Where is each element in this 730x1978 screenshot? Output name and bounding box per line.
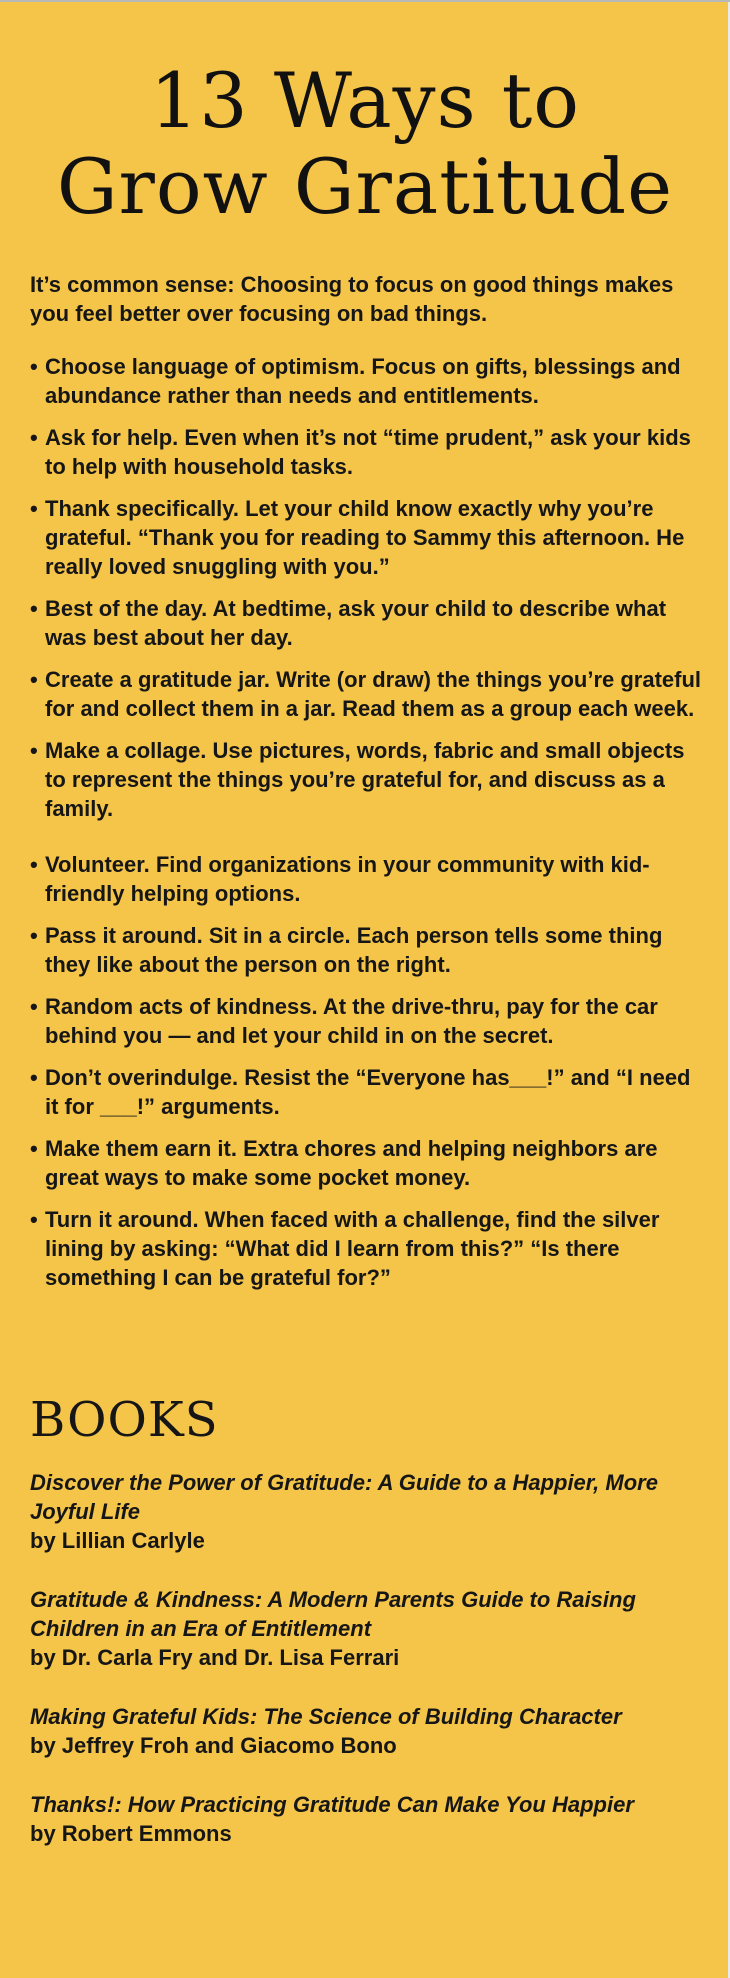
list-item	[30, 921, 702, 979]
tips-list	[30, 352, 702, 1292]
book-author: by Lillian Carlyle	[30, 1528, 205, 1553]
title-line-1: 13 Ways to	[149, 56, 581, 145]
book-entry	[30, 1468, 710, 1555]
bullet-icon: •	[30, 354, 38, 379]
list-item	[30, 736, 702, 823]
book-title: Thanks!: How Practicing Gratitude Can Make You Happier	[30, 1792, 634, 1817]
tip-text: Don’t overindulge. Resist the “Everyone has___!” and “I need it for ___!” arguments.	[45, 1065, 691, 1119]
intro-paragraph: It’s common sense: Choosing to focus on good things makes you feel better over focusing on bad things.	[30, 272, 674, 326]
bullet-icon: •	[30, 923, 38, 948]
tip-text: Best of the day. At bedtime, ask your child to describe what was best about her day.	[45, 596, 667, 650]
list-item	[30, 1205, 702, 1292]
tip-text: Turn it around. When faced with a challenge, find the silver lining by asking: “What did I learn from this?” “Is there something I can be grateful for?”	[45, 1207, 660, 1290]
bullet-icon: •	[30, 596, 38, 621]
book-entry	[30, 1702, 710, 1760]
tip-text: Volunteer. Find organizations in your community with kid-friendly helping options.	[45, 852, 650, 906]
list-item	[30, 352, 702, 410]
book-title: Gratitude & Kindness: A Modern Parents Guide to Raising Children in an Era of Entitlement	[30, 1587, 636, 1641]
list-item	[30, 594, 702, 652]
book-author: by Robert Emmons	[30, 1821, 232, 1846]
tip-text: Ask for help. Even when it’s not “time prudent,” ask your kids to help with household tasks.	[45, 425, 691, 479]
tip-text: Thank specifically. Let your child know exactly why you’re grateful. “Thank you for reading to Sammy this afternoon. He really loved snuggling with you.”	[45, 496, 685, 579]
tip-text: Make them earn it. Extra chores and helping neighbors are great ways to make some pocket money.	[45, 1136, 658, 1190]
list-item	[30, 1063, 702, 1121]
list-item	[30, 992, 702, 1050]
book-entry	[30, 1585, 710, 1672]
bullet-icon: •	[30, 425, 38, 450]
tip-text: Create a gratitude jar. Write (or draw) the things you’re grateful for and collect them in a jar. Read them as a group each week.	[45, 667, 702, 721]
list-item	[30, 423, 702, 481]
list-item	[30, 850, 702, 908]
book-title: Making Grateful Kids: The Science of Building Character	[30, 1704, 622, 1729]
page-title	[0, 58, 730, 230]
title-line-2: Grow Gratitude	[56, 142, 674, 231]
bullet-icon: •	[30, 852, 38, 877]
bullet-icon: •	[30, 496, 38, 521]
book-list	[30, 1468, 710, 1878]
bullet-icon: •	[30, 667, 38, 692]
list-item	[30, 665, 702, 723]
bullet-icon: •	[30, 1207, 38, 1232]
book-author: by Dr. Carla Fry and Dr. Lisa Ferrari	[30, 1645, 400, 1670]
bullet-icon: •	[30, 994, 38, 1019]
bullet-icon: •	[30, 1065, 38, 1090]
bullet-icon: •	[30, 738, 38, 763]
bullet-icon: •	[30, 1136, 38, 1161]
tip-text: Random acts of kindness. At the drive-thru, pay for the car behind you — and let your child in on the secret.	[45, 994, 658, 1048]
tips-section	[30, 270, 702, 1305]
books-heading: BOOKS	[30, 1392, 219, 1448]
tip-text: Choose language of optimism. Focus on gifts, blessings and abundance rather than needs and entitlements.	[45, 354, 681, 408]
list-item	[30, 494, 702, 581]
book-author: by Jeffrey Froh and Giacomo Bono	[30, 1733, 397, 1758]
list-item	[30, 1134, 702, 1192]
book-title: Discover the Power of Gratitude: A Guide to a Happier, More Joyful Life	[30, 1470, 658, 1524]
book-entry	[30, 1790, 710, 1848]
tip-text: Pass it around. Sit in a circle. Each person tells some thing they like about the person on the right.	[45, 923, 663, 977]
tip-text: Make a collage. Use pictures, words, fabric and small objects to represent the things you’re grateful for, and discuss as a family.	[45, 738, 685, 821]
